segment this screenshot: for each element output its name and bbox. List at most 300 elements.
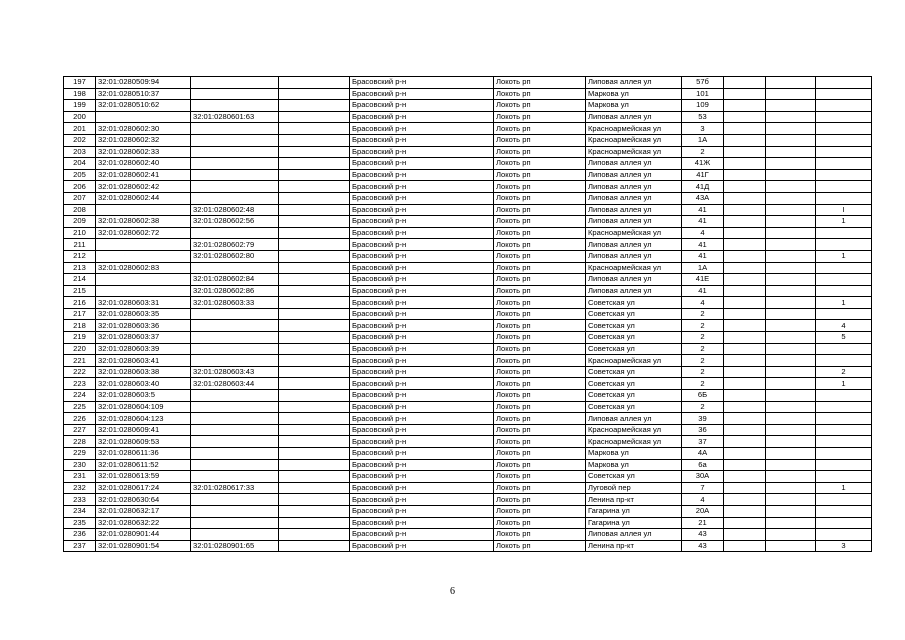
cell-blank-cell [766,146,816,158]
cell-house-number: 6Б [682,390,724,402]
cell-house-number: 2 [682,355,724,367]
cell-settlement: Локоть рп [494,471,586,483]
cell-blank-cell [279,494,350,506]
cell-unit-number [816,343,872,355]
cell-street: Советская ул [586,320,682,332]
cell-house-number: 43 [682,540,724,552]
cell-settlement: Локоть рп [494,192,586,204]
cell-district: Брасовский р-н [350,181,494,193]
cell-cadastral-number: 32:01:0280632:17 [96,505,191,517]
cell-district: Брасовский р-н [350,517,494,529]
table-row [64,204,872,216]
cell-district: Брасовский р-н [350,332,494,344]
cell-linked-cadastral-number: 32:01:0280602:84 [191,274,279,286]
cell-blank-cell [279,482,350,494]
cell-blank-cell [279,192,350,204]
cell-linked-cadastral-number [191,471,279,483]
cell-row-number: 205 [64,169,96,181]
cell-settlement: Локоть рп [494,169,586,181]
cell-settlement: Локоть рп [494,517,586,529]
cell-row-number: 200 [64,111,96,123]
cell-blank-cell [279,262,350,274]
cell-district: Брасовский р-н [350,227,494,239]
cell-blank-cell [724,505,766,517]
cell-street: Ленина пр-кт [586,494,682,506]
table-row [64,355,872,367]
cell-blank-cell [279,285,350,297]
cell-blank-cell [766,285,816,297]
cell-blank-cell [724,204,766,216]
cell-cadastral-number: 32:01:0280602:38 [96,216,191,228]
table-row [64,529,872,541]
cell-street: Маркова ул [586,88,682,100]
cell-unit-number [816,459,872,471]
cell-cadastral-number: 32:01:0280603:35 [96,308,191,320]
cell-linked-cadastral-number: 32:01:0280602:80 [191,250,279,262]
cell-settlement: Локоть рп [494,123,586,135]
cell-blank-cell [279,540,350,552]
cell-cadastral-number: 32:01:0280603:31 [96,297,191,309]
cell-blank-cell [766,134,816,146]
cell-blank-cell [724,401,766,413]
cell-settlement: Локоть рп [494,355,586,367]
table-row [64,540,872,552]
cell-settlement: Локоть рп [494,401,586,413]
cell-settlement: Локоть рп [494,494,586,506]
cell-row-number: 235 [64,517,96,529]
cell-blank-cell [724,529,766,541]
cell-linked-cadastral-number [191,529,279,541]
cell-cadastral-number: 32:01:0280603:41 [96,355,191,367]
cell-row-number: 204 [64,158,96,170]
cell-blank-cell [279,413,350,425]
cell-blank-cell [766,192,816,204]
cell-district: Брасовский р-н [350,401,494,413]
table-row [64,192,872,204]
cell-house-number: 53 [682,111,724,123]
cell-settlement: Локоть рп [494,297,586,309]
cell-unit-number [816,308,872,320]
cell-settlement: Локоть рп [494,378,586,390]
cell-blank-cell [724,459,766,471]
table-row [64,343,872,355]
cell-cadastral-number: 32:01:0280602:41 [96,169,191,181]
cell-cadastral-number: 32:01:0280901:54 [96,540,191,552]
cell-unit-number [816,517,872,529]
cell-blank-cell [766,424,816,436]
cell-blank-cell [766,436,816,448]
cell-linked-cadastral-number [191,355,279,367]
cell-settlement: Локоть рп [494,529,586,541]
cell-blank-cell [724,262,766,274]
cell-district: Брасовский р-н [350,494,494,506]
cell-unit-number: 1 [816,216,872,228]
cell-settlement: Локоть рп [494,482,586,494]
cell-street: Красноармейская ул [586,424,682,436]
cell-linked-cadastral-number [191,401,279,413]
cell-linked-cadastral-number: 32:01:0280617:33 [191,482,279,494]
table-row [64,169,872,181]
cell-blank-cell [766,239,816,251]
cell-street: Липовая аллея ул [586,111,682,123]
table-row [64,308,872,320]
cell-blank-cell [279,355,350,367]
table-row [64,111,872,123]
cell-blank-cell [279,390,350,402]
cell-street: Липовая аллея ул [586,285,682,297]
cell-row-number: 224 [64,390,96,402]
cell-unit-number [816,134,872,146]
cell-row-number: 234 [64,505,96,517]
cell-district: Брасовский р-н [350,459,494,471]
cell-row-number: 210 [64,227,96,239]
cell-blank-cell [279,216,350,228]
cell-house-number: 41Д [682,181,724,193]
cell-blank-cell [724,192,766,204]
cell-blank-cell [724,343,766,355]
cell-blank-cell [766,505,816,517]
cell-unit-number: I [816,204,872,216]
cell-district: Брасовский р-н [350,424,494,436]
cell-linked-cadastral-number [191,448,279,460]
cell-settlement: Локоть рп [494,204,586,216]
cell-cadastral-number: 32:01:0280603:5 [96,390,191,402]
cell-linked-cadastral-number: 32:01:0280601:63 [191,111,279,123]
cell-house-number: 36 [682,424,724,436]
cell-street: Красноармейская ул [586,436,682,448]
cell-district: Брасовский р-н [350,529,494,541]
cell-unit-number: 1 [816,250,872,262]
cell-blank-cell [766,459,816,471]
cell-cadastral-number: 32:01:0280630:64 [96,494,191,506]
cell-unit-number [816,505,872,517]
cell-blank-cell [724,355,766,367]
cell-house-number: 4 [682,494,724,506]
cell-house-number: 57б [682,77,724,89]
cell-linked-cadastral-number [191,123,279,135]
cell-street: Липовая аллея ул [586,250,682,262]
cell-blank-cell [279,505,350,517]
cell-linked-cadastral-number: 32:01:0280602:48 [191,204,279,216]
cell-blank-cell [766,250,816,262]
cell-settlement: Локоть рп [494,262,586,274]
cell-blank-cell [279,366,350,378]
cell-blank-cell [766,111,816,123]
cell-blank-cell [724,181,766,193]
cell-blank-cell [279,448,350,460]
cell-blank-cell [766,227,816,239]
cell-row-number: 206 [64,181,96,193]
cell-linked-cadastral-number: 32:01:0280603:33 [191,297,279,309]
cell-blank-cell [766,123,816,135]
cell-unit-number [816,100,872,112]
cell-linked-cadastral-number [191,505,279,517]
cell-house-number: 4 [682,227,724,239]
cell-settlement: Локоть рп [494,111,586,123]
cell-cadastral-number: 32:01:0280510:62 [96,100,191,112]
cell-settlement: Локоть рп [494,216,586,228]
cell-blank-cell [279,274,350,286]
table-row [64,471,872,483]
cell-settlement: Локоть рп [494,448,586,460]
cell-house-number: 21 [682,517,724,529]
cell-cadastral-number: 32:01:0280603:36 [96,320,191,332]
cell-street: Гагарина ул [586,505,682,517]
cell-blank-cell [766,297,816,309]
cell-district: Брасовский р-н [350,204,494,216]
cell-blank-cell [766,390,816,402]
cell-settlement: Локоть рп [494,366,586,378]
cell-house-number: 2 [682,146,724,158]
cell-blank-cell [724,100,766,112]
cell-settlement: Локоть рп [494,146,586,158]
cell-district: Брасовский р-н [350,123,494,135]
cell-house-number: 2 [682,332,724,344]
cell-row-number: 230 [64,459,96,471]
table-row [64,482,872,494]
cell-blank-cell [766,517,816,529]
cell-unit-number: 1 [816,378,872,390]
cell-linked-cadastral-number [191,436,279,448]
cell-blank-cell [279,181,350,193]
cell-row-number: 199 [64,100,96,112]
cell-unit-number: 1 [816,482,872,494]
cell-row-number: 202 [64,134,96,146]
cell-house-number: 4А [682,448,724,460]
cell-house-number: 3 [682,123,724,135]
cell-unit-number [816,401,872,413]
cell-street: Советская ул [586,378,682,390]
table-row [64,158,872,170]
cell-blank-cell [724,308,766,320]
cell-cadastral-number [96,274,191,286]
cell-house-number: 41 [682,285,724,297]
cell-blank-cell [724,378,766,390]
cell-blank-cell [724,88,766,100]
cell-blank-cell [724,239,766,251]
cell-settlement: Локоть рп [494,505,586,517]
cell-linked-cadastral-number [191,413,279,425]
cell-blank-cell [279,227,350,239]
cell-district: Брасовский р-н [350,274,494,286]
cell-cadastral-number [96,239,191,251]
cell-row-number: 229 [64,448,96,460]
cell-blank-cell [279,146,350,158]
cell-blank-cell [724,320,766,332]
cell-linked-cadastral-number [191,343,279,355]
table-row [64,413,872,425]
cell-district: Брасовский р-н [350,169,494,181]
cell-blank-cell [279,134,350,146]
cell-street: Липовая аллея ул [586,529,682,541]
cell-house-number: 2 [682,401,724,413]
cell-linked-cadastral-number [191,390,279,402]
table-row [64,134,872,146]
cell-linked-cadastral-number [191,146,279,158]
cell-street: Липовая аллея ул [586,216,682,228]
cell-district: Брасовский р-н [350,390,494,402]
cell-house-number: 2 [682,343,724,355]
cell-linked-cadastral-number [191,320,279,332]
cell-cadastral-number [96,250,191,262]
cell-unit-number [816,390,872,402]
cell-blank-cell [766,401,816,413]
cell-blank-cell [279,111,350,123]
cell-street: Липовая аллея ул [586,204,682,216]
cell-blank-cell [279,297,350,309]
cell-settlement: Локоть рп [494,100,586,112]
cell-street: Липовая аллея ул [586,192,682,204]
cell-settlement: Локоть рп [494,332,586,344]
cell-row-number: 236 [64,529,96,541]
cell-district: Брасовский р-н [350,343,494,355]
cell-linked-cadastral-number [191,88,279,100]
cell-blank-cell [766,482,816,494]
cell-district: Брасовский р-н [350,413,494,425]
cell-unit-number [816,424,872,436]
cell-district: Брасовский р-н [350,285,494,297]
cell-settlement: Локоть рп [494,436,586,448]
cell-unit-number [816,274,872,286]
cell-blank-cell [724,146,766,158]
cell-street: Маркова ул [586,100,682,112]
cell-linked-cadastral-number [191,134,279,146]
cell-street: Липовая аллея ул [586,77,682,89]
cell-linked-cadastral-number [191,262,279,274]
cell-street: Советская ул [586,308,682,320]
cell-blank-cell [724,482,766,494]
cell-street: Советская ул [586,332,682,344]
cell-blank-cell [279,123,350,135]
cell-linked-cadastral-number [191,494,279,506]
cell-cadastral-number: 32:01:0280602:72 [96,227,191,239]
table-row [64,320,872,332]
cell-unit-number [816,227,872,239]
cell-blank-cell [279,308,350,320]
table-row [64,459,872,471]
cell-cadastral-number: 32:01:0280604:109 [96,401,191,413]
cell-district: Брасовский р-н [350,250,494,262]
cell-district: Брасовский р-н [350,540,494,552]
cell-district: Брасовский р-н [350,308,494,320]
cell-row-number: 212 [64,250,96,262]
cell-blank-cell [279,459,350,471]
cell-house-number: 2 [682,378,724,390]
table-row [64,401,872,413]
cell-cadastral-number [96,285,191,297]
cell-row-number: 198 [64,88,96,100]
cell-blank-cell [279,100,350,112]
cell-unit-number [816,123,872,135]
cell-unit-number: 5 [816,332,872,344]
cell-row-number: 215 [64,285,96,297]
table-row [64,494,872,506]
cell-linked-cadastral-number [191,459,279,471]
cell-unit-number [816,239,872,251]
cell-district: Брасовский р-н [350,134,494,146]
cell-blank-cell [766,320,816,332]
cell-blank-cell [766,413,816,425]
cell-blank-cell [724,158,766,170]
cell-blank-cell [724,134,766,146]
cell-blank-cell [766,343,816,355]
cell-district: Брасовский р-н [350,239,494,251]
cell-row-number: 227 [64,424,96,436]
cell-linked-cadastral-number [191,169,279,181]
page-number: 6 [450,586,455,597]
cell-cadastral-number: 32:01:0280609:53 [96,436,191,448]
cell-blank-cell [724,297,766,309]
cell-house-number: 6а [682,459,724,471]
table-row [64,448,872,460]
cell-linked-cadastral-number [191,332,279,344]
cell-house-number: 41 [682,216,724,228]
cell-blank-cell [724,436,766,448]
cell-unit-number [816,529,872,541]
table-body [64,77,872,552]
cell-house-number: 41Е [682,274,724,286]
cell-district: Брасовский р-н [350,448,494,460]
cell-street: Луговой пер [586,482,682,494]
cell-blank-cell [766,366,816,378]
cell-cadastral-number: 32:01:0280602:30 [96,123,191,135]
cell-house-number: 43 [682,529,724,541]
cell-street: Маркова ул [586,459,682,471]
cell-linked-cadastral-number: 32:01:0280603:43 [191,366,279,378]
table-row [64,505,872,517]
cell-blank-cell [279,343,350,355]
table-row [64,436,872,448]
cell-settlement: Локоть рп [494,285,586,297]
cell-settlement: Локоть рп [494,308,586,320]
cell-settlement: Локоть рп [494,250,586,262]
cell-street: Красноармейская ул [586,262,682,274]
cell-cadastral-number [96,111,191,123]
table-row [64,424,872,436]
cell-street: Липовая аллея ул [586,158,682,170]
table-row [64,77,872,89]
cell-street: Советская ул [586,390,682,402]
cell-linked-cadastral-number: 32:01:0280602:79 [191,239,279,251]
cell-blank-cell [279,401,350,413]
cell-house-number: 41 [682,239,724,251]
cell-district: Брасовский р-н [350,262,494,274]
cell-unit-number [816,111,872,123]
cell-linked-cadastral-number: 32:01:0280603:44 [191,378,279,390]
cell-row-number: 197 [64,77,96,89]
cell-street: Советская ул [586,343,682,355]
cell-district: Брасовский р-н [350,471,494,483]
cell-row-number: 209 [64,216,96,228]
table-row [64,216,872,228]
cell-settlement: Локоть рп [494,459,586,471]
cell-blank-cell [279,204,350,216]
cell-blank-cell [279,88,350,100]
cell-settlement: Локоть рп [494,239,586,251]
cell-cadastral-number: 32:01:0280602:40 [96,158,191,170]
cell-street: Маркова ул [586,448,682,460]
cell-house-number: 2 [682,366,724,378]
cell-blank-cell [279,424,350,436]
cell-blank-cell [724,169,766,181]
cell-row-number: 226 [64,413,96,425]
cell-row-number: 203 [64,146,96,158]
cell-row-number: 221 [64,355,96,367]
table-row [64,285,872,297]
cell-linked-cadastral-number: 32:01:0280602:86 [191,285,279,297]
cell-settlement: Локоть рп [494,343,586,355]
cell-house-number: 37 [682,436,724,448]
